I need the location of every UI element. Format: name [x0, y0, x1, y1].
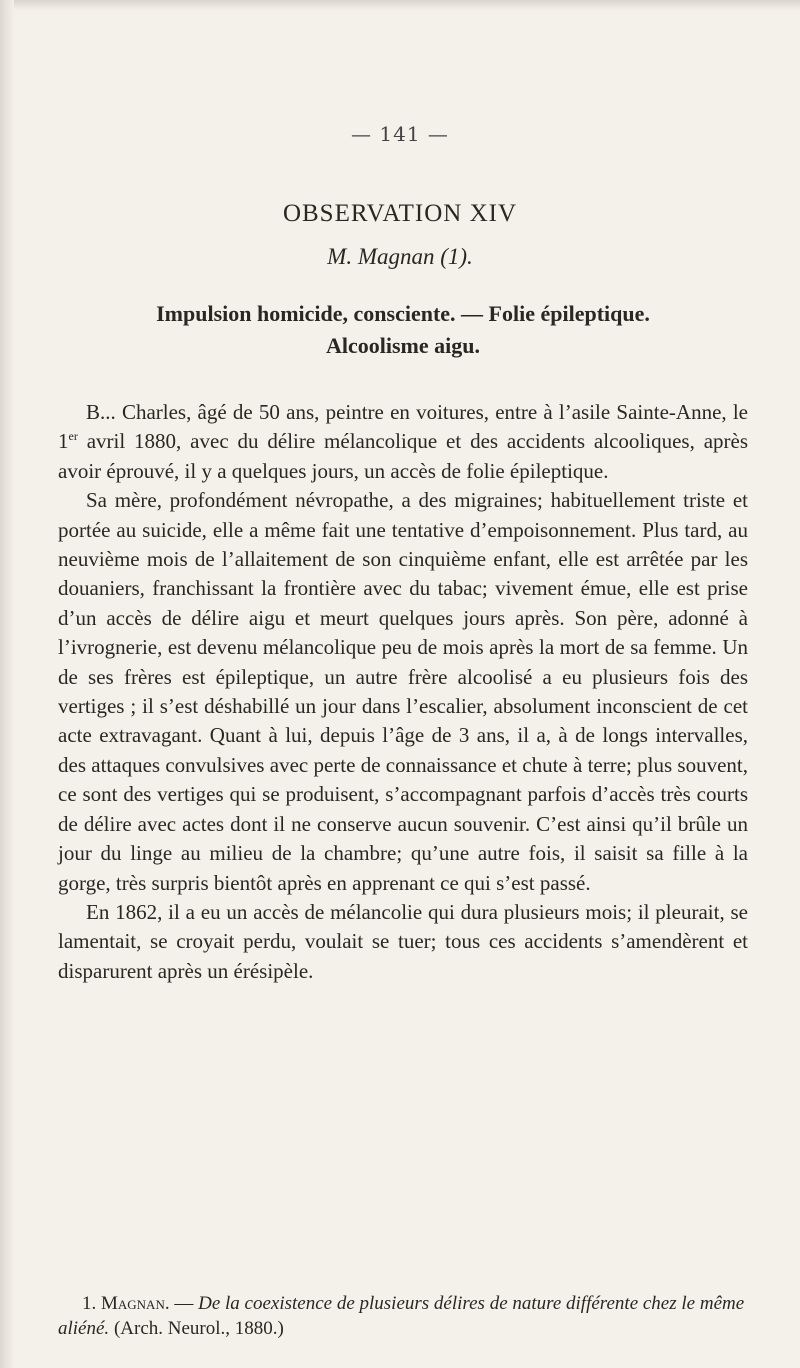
subject-line-2: Alcoolisme aigu.: [326, 333, 480, 358]
paragraph-2: Sa mère, profondément névropathe, a des migraines; habituellement triste et portée au suicide, elle a même fait une tentative d’empoisonnement. Plus tard, au neuvième mois de l’allaitement de son cinquième enfant, elle est arrêtée par les douaniers, franchissant la frontière avec du tabac; vivement émue, elle est prise d’un accès de délire aigu et meurt quelques jours après. Son père, adonné à l’ivrognerie, est devenu mélancolique peu de mois après la mort de sa femme. Un de ses frères est épileptique, un autre frère alcoolisé a eu plusieurs fois des vertiges ; il s’est déshabillé un jour dans l’escalier, absolument inconscient de cet acte extravagant. Quant à lui, depuis l’âge de 3 ans, il a, à de longs intervalles, des attaques convulsives avec perte de connaissance et chute à terre; plus souvent, ce sont des vertiges qui se produisent, s’accompagnant parfois d’accès très courts de délire avec actes dont il ne conserve aucun souvenir. C’est ainsi qu’il brûle un jour du linge au milieu de la chambre; qu’une autre fois, il saisit sa fille à la gorge, très surpris bientôt après en apprenant ce qui s’est passé.: [58, 488, 748, 895]
observation-subject: [58, 298, 748, 362]
footnote-number: 1.: [82, 1293, 101, 1314]
ordinal-suffix: er: [68, 429, 78, 444]
observation-author: M. Magnan (1).: [327, 244, 473, 269]
observation-title: OBSERVATION XIV: [282, 200, 518, 227]
subject-line-1: Impulsion homicide, consciente. — Folie épileptique.: [156, 301, 650, 326]
footnote-source: (Arch. Neurol., 1880.): [109, 1318, 284, 1339]
footnote: [58, 1291, 758, 1341]
body-text: [58, 398, 748, 986]
footnote-title: De la coexistence de plusieurs délires de nature différente chez le même aliéné.: [58, 1293, 745, 1339]
footnote-author: Magnan.: [101, 1293, 170, 1314]
footnote-dash: —: [169, 1293, 199, 1314]
paragraph-3: En 1862, il a eu un accès de mélancolie qui dura plusieurs mois; il pleurait, se lamentait, se croyait perdu, voulait se tuer; tous ces accidents s’amendèrent et disparurent après un érésipèle.: [58, 899, 748, 983]
paragraph-1: [58, 398, 748, 486]
paragraph-1-text: B... Charles, âgé de 50 ans, peintre en voitures, entre à l’asile Sainte-Anne, le 1: [58, 400, 748, 454]
page-edge-top: [0, 0, 800, 10]
page-number: — 141 —: [351, 122, 449, 146]
paragraph-1-text-cont: avril 1880, avec du délire mélancolique et des accidents alcooliques, après avoir éprouvé, il y a quelques jours, un accès de folie épileptique.: [58, 429, 748, 483]
